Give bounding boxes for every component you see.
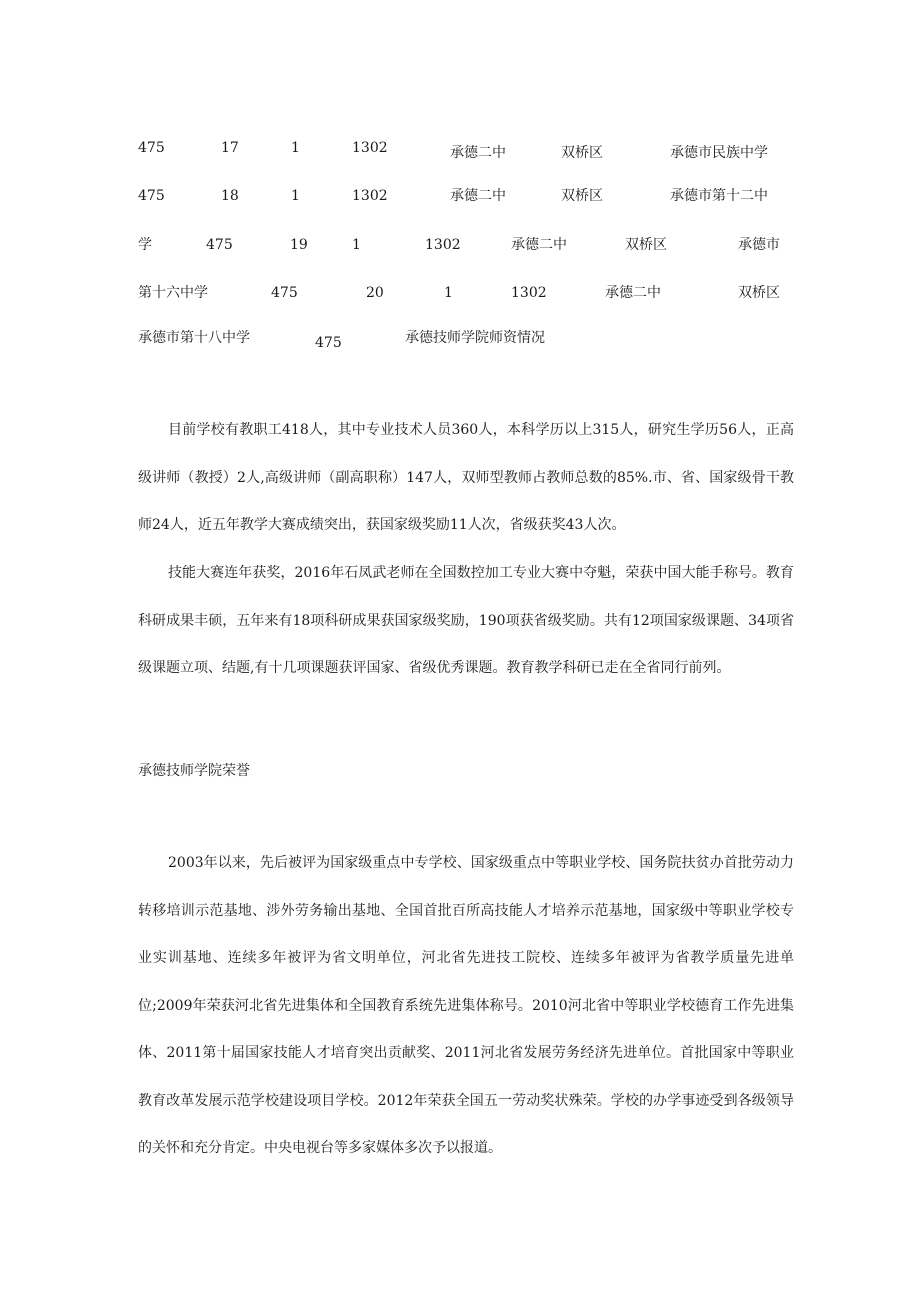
table-cell: 20 [366, 285, 384, 301]
table-cell: 475 [206, 237, 233, 253]
table-cell: 1302 [425, 237, 461, 253]
table-line-3 [0, 235, 920, 259]
section-heading-honors: 承德技师学院荣誉 [138, 763, 250, 779]
table-cell: 475 [315, 335, 342, 351]
table-cell: 17 [221, 140, 239, 156]
table-cell: 双桥区 [738, 285, 780, 301]
table-line-4 [0, 283, 920, 307]
table-cell: 承德二中 [511, 237, 567, 253]
table-line-1 [0, 138, 920, 162]
table-cell: 双桥区 [561, 188, 603, 204]
table-cell: 475 [138, 188, 165, 204]
table-cell: 19 [290, 237, 308, 253]
table-cell: 1302 [511, 285, 547, 301]
section-heading-faculty: 承德技师学院师资情况 [405, 330, 545, 346]
competition-paragraph: 技能大赛连年获奖，2016年石凤武老师在全国数控加工专业大赛中夺魁，荣获中国大能手称号。教育科研成果丰硕，五年来有18项科研成果获国家级奖励，190项获省级奖励。共有12项国家级课题、34项省级课题立项、结题,有十几项课题获评国家、省级优秀课题。教育教学科研已走在全省同行前列。 [138, 565, 794, 676]
table-line-5 [0, 328, 920, 352]
table-cell: 承德二中 [605, 285, 661, 301]
table-cell: 双桥区 [561, 145, 603, 161]
faculty-paragraph: 目前学校有教职工418人，其中专业技术人员360人，本科学历以上315人，研究生学历56人，正高级讲师（教授）2人,高级讲师（副高职称）147人，双师型教师占教师总数的85%.市、省、国家级骨干教师24人，近五年教学大赛成绩突出，获国家级奖励11人次，省级获奖43人次。 [138, 422, 794, 533]
table-cell: 学 [138, 237, 152, 253]
table-cell: 1 [291, 188, 300, 204]
table-cell: 承德市第十二中 [670, 188, 768, 204]
table-cell: 475 [271, 285, 298, 301]
table-cell: 1302 [352, 188, 388, 204]
table-cell: 承德市 [738, 237, 780, 253]
table-cell: 承德二中 [450, 145, 506, 161]
table-cell: 1 [352, 237, 361, 253]
honors-paragraph: 2003年以来，先后被评为国家级重点中专学校、国家级重点中等职业学校、国务院扶贫办首批劳动力转移培训示范基地、涉外劳务输出基地、全国首批百所高技能人才培养示范基地，国家级中等职业学校专业实训基地、连续多年被评为省文明单位，河北省先进技工院校、连续多年被评为省教学质量先进单位;2009年荣获河北省先进集体和全国教育系统先进集体称号。2010河北省中等职业学校德育工作先进集体、2011第十届国家技能人才培育突出贡献奖、2011河北省发展劳务经济先进单位。首批国家中等职业教育改革发展示范学校建设项目学校。2012年荣获全国五一劳动奖状殊荣。学校的办学事迹受到各级领导的关怀和充分肯定。中央电视台等多家媒体多次予以报道。 [138, 855, 794, 1156]
table-cell: 承德市第十八中学 [138, 330, 250, 346]
table-cell: 第十六中学 [138, 285, 208, 301]
table-cell: 双桥区 [625, 237, 667, 253]
table-cell: 18 [221, 188, 239, 204]
table-cell: 1 [444, 285, 453, 301]
table-cell: 承德市民族中学 [670, 145, 768, 161]
table-cell: 承德二中 [450, 188, 506, 204]
table-cell: 1302 [352, 140, 388, 156]
table-cell: 1 [291, 140, 300, 156]
table-cell: 475 [138, 140, 165, 156]
table-line-2 [0, 186, 920, 210]
